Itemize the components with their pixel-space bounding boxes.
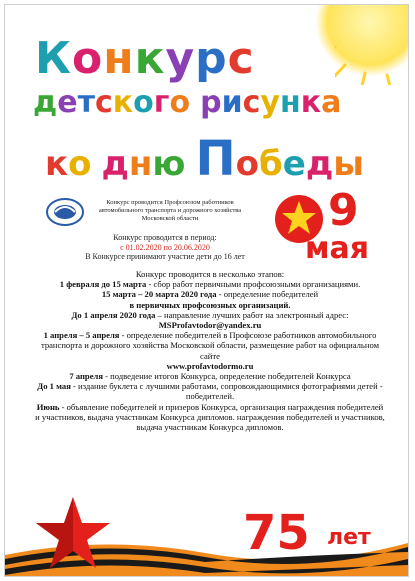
title-letter: К <box>35 33 72 84</box>
website-link[interactable]: www.profavtodormo.ru <box>166 360 254 371</box>
red-star-icon <box>35 495 111 571</box>
title-letter: д <box>33 85 58 120</box>
title-letter: о <box>169 85 191 120</box>
stage-date: 15 марта – 20 марта 2020 года <box>101 289 217 300</box>
title-letter: к <box>134 33 166 84</box>
union-logo-icon <box>45 197 85 227</box>
title-letter: у <box>260 85 280 120</box>
title-line-2 <box>33 85 341 120</box>
email-link[interactable]: MSProfavtodor@yandex.ru <box>158 320 262 331</box>
stage-text-2: в первичных профсоюзных организаций. <box>129 299 291 310</box>
title-letter: р <box>200 85 222 120</box>
period-block <box>55 233 275 262</box>
period-label: Конкурс проводится в период: <box>113 233 217 242</box>
title-letter: о <box>71 33 104 84</box>
stage-text: - определение победителей в Профсоюзе работников автомобильного транспорта и дорожного хозяйства Московской области, размещение работ на официальном сайте <box>40 330 380 361</box>
title-line-3 <box>45 131 364 187</box>
stage-date: До 1 мая <box>37 381 71 392</box>
stage-date: 1 апреля – 5 апреля <box>43 330 120 341</box>
stage-date: До 1 апреля 2020 года <box>71 309 156 320</box>
title-letter: с <box>242 85 261 120</box>
title-letter: ы <box>333 144 365 184</box>
date-day: 9 <box>328 185 359 236</box>
stage-text: - определение победителей <box>216 289 319 300</box>
stage-text: – направление лучших работ на электронный адрес: <box>155 309 349 320</box>
title-letter: е <box>282 144 306 184</box>
stage-date: 1 февраля до 15 марта <box>59 279 147 290</box>
title-letter: о <box>133 85 154 120</box>
stage-text: - подведение итогов Конкурса, определение победителей Конкурса <box>103 371 351 382</box>
title-letter: д <box>305 144 334 184</box>
stages-text <box>35 269 385 432</box>
stage-date: 7 апреля <box>69 371 103 382</box>
stage-date: Июнь <box>36 401 60 412</box>
title-letter: с <box>227 33 255 84</box>
date-month: мая <box>305 231 370 266</box>
title-letter: с <box>94 85 113 120</box>
title-letter: П <box>195 131 236 187</box>
title-letter: д <box>101 144 129 184</box>
title-letter: н <box>279 85 301 120</box>
organizer-text: Конкурс проводится Профсоюзом работников автомобильного транспорта и дорожного хозяйства Московской области <box>98 199 242 222</box>
title-letter: т <box>77 85 95 120</box>
title-letter: о <box>235 144 259 184</box>
title-letter: к <box>112 85 134 120</box>
anniversary-word: лет <box>327 525 371 550</box>
poster <box>4 4 409 577</box>
anniversary-number: 75 <box>243 505 310 561</box>
title-letter: е <box>57 85 78 120</box>
title-letter: и <box>221 85 243 120</box>
title-letter: к <box>45 144 69 184</box>
stage-text: - объявление победителей и призеров Конкурса, организация награждения победителей и участников, выдача участникам Конкурса дипломов. награждения победителей и участников, выдача участникам Конкурса дипломов. <box>35 401 385 433</box>
sun-rays-icon <box>335 4 409 85</box>
title-letter: г <box>153 85 170 120</box>
stage-text: - издание буклета с лучшими работами, сопровождающимися фотографиями детей - победителей. <box>70 381 383 402</box>
title-line-1 <box>35 33 255 84</box>
title-letter: н <box>128 144 153 184</box>
title-letter: к <box>300 85 322 120</box>
title-letter: а <box>321 85 342 120</box>
title-letter: р <box>195 33 228 84</box>
stage-text: - сбор работ первичными профсоюзными организациями. <box>146 279 361 290</box>
title-letter: н <box>103 33 135 84</box>
title-letter: о <box>68 144 92 184</box>
title-letter: ю <box>152 144 186 184</box>
stages-intro: Конкурс проводится в несколько этапов: <box>135 269 285 279</box>
title-letter: у <box>165 33 196 84</box>
age-limit: В Конкурсе принимают участие дети до 16 лет <box>85 252 245 261</box>
title-letter: б <box>259 144 283 184</box>
period-dates: с 01.02.2020 по 20.06.2020 <box>120 242 210 252</box>
